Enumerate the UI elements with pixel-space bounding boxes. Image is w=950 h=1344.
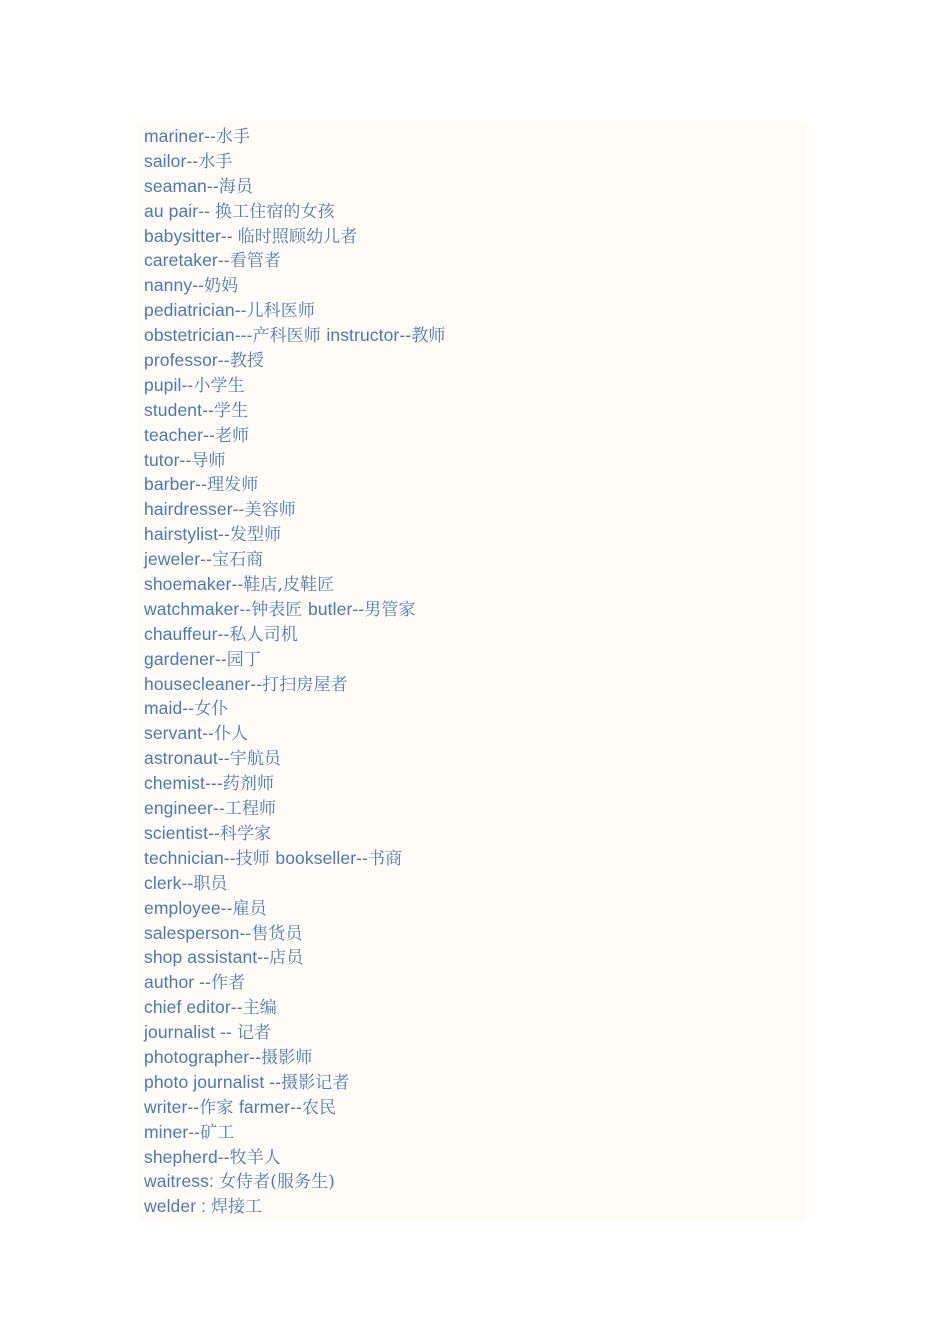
entry-translation: 小学生 — [193, 375, 245, 396]
entry-term: miner-- — [144, 1121, 201, 1142]
entry-term: clerk-- — [144, 872, 194, 893]
vocabulary-entry — [144, 348, 445, 373]
entry-term: seaman-- — [144, 175, 219, 196]
entry-translation: 钟表匠 — [251, 599, 309, 620]
vocabulary-entry — [144, 174, 445, 199]
vocabulary-entry — [144, 921, 445, 946]
entry-term: journalist -- — [144, 1022, 237, 1043]
entry-translation: 鞋店,皮鞋匠 — [243, 575, 335, 596]
vocabulary-entry — [144, 224, 445, 249]
vocabulary-entry — [144, 1045, 445, 1070]
vocabulary-entry — [144, 149, 445, 174]
entry-term: salesperson-- — [144, 922, 252, 943]
entry-term: astronaut-- — [144, 748, 230, 769]
vocabulary-entry — [144, 622, 445, 647]
entry-translation: 男管家 — [364, 599, 416, 620]
entry-term: student-- — [144, 399, 214, 420]
vocabulary-entry — [144, 995, 445, 1020]
vocabulary-entry — [144, 199, 445, 224]
entry-term: instructor-- — [326, 325, 412, 346]
entry-translation: 水手 — [198, 151, 233, 172]
entry-term: hairdresser-- — [144, 499, 245, 520]
entry-translation: 职员 — [193, 873, 228, 894]
entry-translation: 儿科医师 — [246, 301, 315, 322]
vocabulary-entry — [144, 796, 445, 821]
entry-term: employee-- — [144, 897, 233, 918]
entry-term: au pair-- — [144, 200, 216, 221]
entry-translation: 牧羊人 — [229, 1147, 281, 1168]
entry-term: jeweler-- — [144, 549, 212, 570]
entry-term: pediatrician-- — [144, 300, 247, 321]
entry-term: technician-- — [144, 847, 236, 868]
entry-translation: 工程师 — [224, 799, 277, 820]
vocabulary-entry — [144, 497, 445, 522]
vocabulary-entry — [144, 298, 445, 323]
vocabulary-entry — [144, 572, 445, 597]
entry-translation: 焊接工 — [211, 1197, 263, 1218]
entry-translation: 矿工 — [200, 1122, 235, 1143]
entry-translation: 教师 — [411, 326, 446, 347]
entry-term: sailor-- — [144, 150, 199, 171]
entry-translation: 技师 — [235, 848, 276, 869]
entry-translation: 摄影师 — [261, 1047, 313, 1068]
entry-term: servant-- — [144, 723, 214, 744]
entry-translation: 发型师 — [229, 525, 282, 546]
entry-term: tutor-- — [144, 449, 192, 470]
entry-translation: 私人司机 — [229, 624, 298, 645]
vocabulary-entry — [144, 696, 445, 721]
entry-term: farmer-- — [238, 1096, 302, 1117]
entry-translation: 记者 — [236, 1023, 272, 1044]
entry-translation: 奶妈 — [204, 276, 239, 297]
entry-translation: 仆人 — [213, 724, 249, 745]
entry-term: waitress: — [144, 1171, 219, 1192]
vocabulary-entry — [144, 672, 445, 697]
entry-translation: 美容师 — [244, 500, 296, 521]
entry-term: barber-- — [144, 474, 208, 495]
entry-translation: 教授 — [229, 351, 264, 372]
vocabulary-entry — [144, 398, 445, 423]
vocabulary-entry — [144, 248, 445, 273]
entry-translation: 水手 — [215, 127, 251, 147]
vocabulary-entry — [144, 1194, 445, 1219]
entry-translation: 农民 — [301, 1097, 337, 1118]
vocabulary-entry — [144, 448, 445, 473]
entry-translation: 店员 — [269, 948, 304, 969]
entry-term: nanny-- — [144, 275, 205, 296]
entry-translation: 科学家 — [219, 823, 272, 844]
vocabulary-entry — [144, 721, 445, 746]
vocabulary-entry — [144, 871, 445, 896]
entry-term: obstetrician--- — [144, 325, 253, 346]
entry-translation: 产科医师 — [252, 326, 327, 347]
entry-term: babysitter-- — [144, 225, 238, 246]
entry-term: bookseller-- — [275, 847, 369, 868]
vocabulary-entry — [144, 1169, 445, 1194]
entry-term: photographer-- — [144, 1046, 262, 1067]
entry-translation: 老师 — [214, 425, 250, 446]
vocabulary-entry — [144, 1095, 445, 1120]
entry-translation: 书商 — [368, 848, 403, 869]
vocabulary-entry — [144, 896, 445, 921]
entry-term: chauffeur-- — [144, 623, 230, 644]
entry-translation: 售货员 — [251, 923, 303, 944]
vocabulary-list — [144, 124, 445, 1219]
entry-translation: 换工住宿的女孩 — [215, 201, 335, 222]
entry-term: scientist-- — [144, 822, 220, 843]
entry-term: shepherd-- — [144, 1146, 230, 1167]
entry-term: gardener-- — [144, 648, 227, 669]
entry-term: teacher-- — [144, 424, 215, 445]
vocabulary-entry — [144, 771, 445, 796]
entry-translation: 导师 — [191, 450, 226, 471]
entry-translation: 摄影记者 — [281, 1072, 350, 1093]
entry-term: photo journalist -- — [144, 1071, 282, 1092]
vocabulary-entry — [144, 1020, 445, 1045]
entry-term: chief editor-- — [144, 997, 243, 1018]
entry-translation: 女侍者(服务生) — [218, 1172, 335, 1193]
vocabulary-entry — [144, 373, 445, 398]
vocabulary-entry — [144, 323, 445, 348]
entry-term: shoemaker-- — [144, 574, 244, 595]
entry-translation: 临时照顾幼儿者 — [237, 226, 358, 247]
vocabulary-entry — [144, 945, 445, 970]
entry-translation: 海员 — [218, 176, 253, 197]
entry-translation: 作家 — [199, 1097, 239, 1118]
vocabulary-entry — [144, 1120, 445, 1145]
entry-translation: 理发师 — [207, 475, 259, 496]
entry-term: caretaker-- — [144, 250, 230, 271]
entry-term: housecleaner-- — [144, 673, 263, 694]
entry-translation: 宝石商 — [212, 550, 264, 571]
entry-term: pupil-- — [144, 374, 194, 395]
entry-translation: 主编 — [242, 998, 277, 1019]
vocabulary-entry — [144, 423, 445, 448]
entry-term: butler-- — [308, 598, 365, 619]
vocabulary-entry — [144, 273, 445, 298]
vocabulary-entry — [144, 472, 445, 497]
entry-translation: 宇航员 — [229, 749, 282, 770]
vocabulary-entry — [144, 647, 445, 672]
entry-term: watchmaker-- — [144, 598, 252, 619]
vocabulary-entry — [144, 522, 445, 547]
entry-term: chemist--- — [144, 773, 223, 794]
entry-term: engineer-- — [144, 798, 225, 819]
vocabulary-entry — [144, 1070, 445, 1095]
vocabulary-entry — [144, 846, 445, 871]
entry-term: author -- — [144, 972, 212, 993]
entry-term: shop assistant-- — [144, 947, 270, 968]
entry-translation: 女仆 — [194, 699, 229, 720]
entry-term: mariner-- — [144, 126, 216, 146]
vocabulary-entry — [144, 547, 445, 572]
entry-translation: 打扫房屋者 — [262, 674, 348, 695]
vocabulary-entry — [144, 821, 445, 846]
vocabulary-entry — [144, 597, 445, 622]
vocabulary-entry — [144, 124, 445, 149]
entry-translation: 雇员 — [232, 898, 267, 919]
entry-translation: 药剂师 — [222, 774, 275, 795]
vocabulary-entry — [144, 970, 445, 995]
entry-term: hairstylist-- — [144, 524, 230, 545]
entry-translation: 学生 — [213, 400, 249, 421]
entry-term: maid-- — [144, 698, 195, 719]
entry-translation: 园丁 — [226, 649, 261, 670]
entry-translation: 看管者 — [229, 251, 282, 272]
entry-translation: 作者 — [211, 973, 246, 994]
vocabulary-entry — [144, 746, 445, 771]
vocabulary-entry — [144, 1145, 445, 1170]
entry-term: writer-- — [144, 1096, 200, 1117]
entry-term: professor-- — [144, 350, 230, 371]
entry-term: welder : — [144, 1196, 212, 1217]
